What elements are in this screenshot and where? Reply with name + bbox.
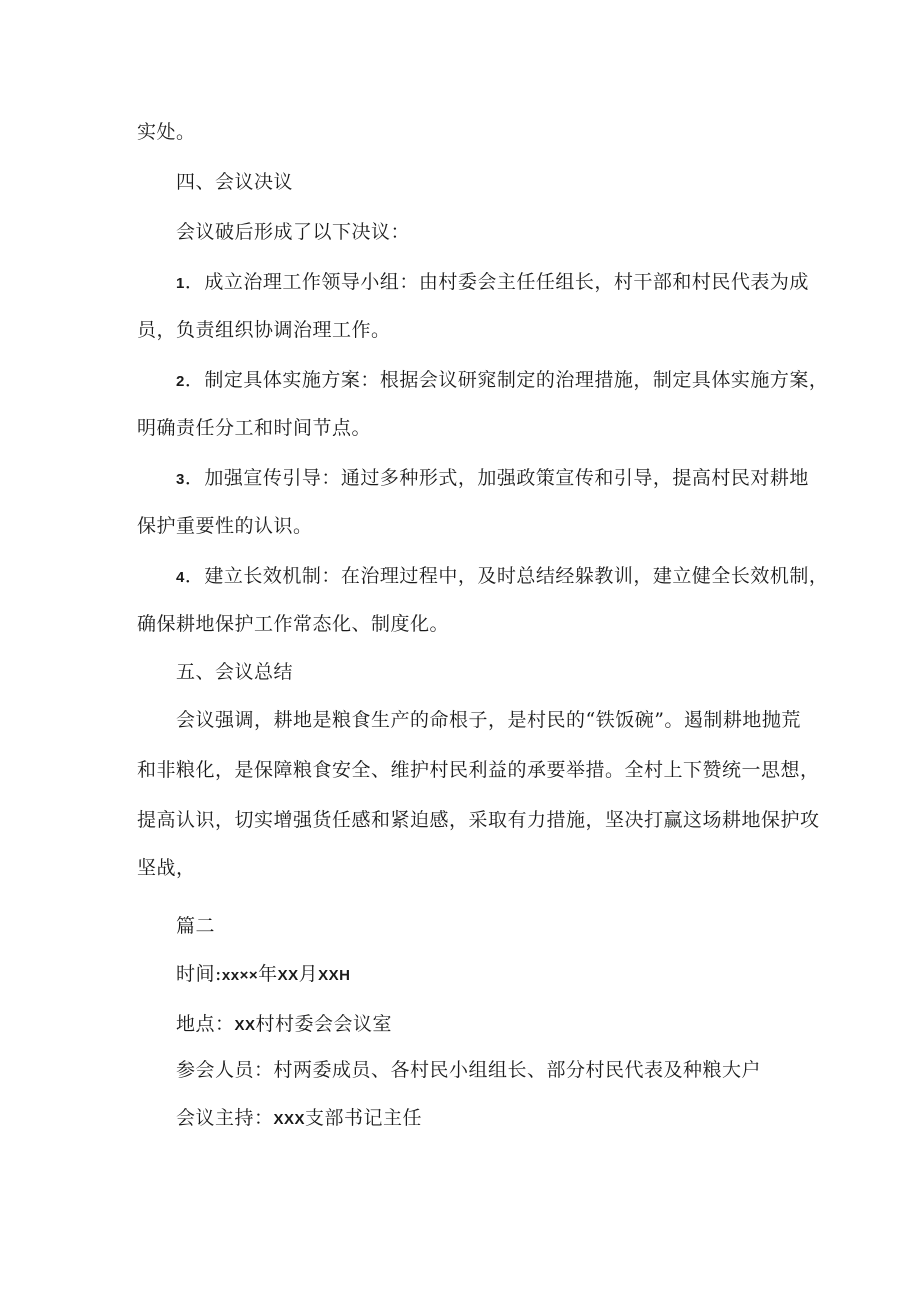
host-label: 会议主持： <box>176 1107 274 1129</box>
summary-paragraph-line-4: 坚战， <box>137 857 196 879</box>
time-year-unit: 年 <box>258 963 278 985</box>
attendees-value: 村两委成员、各村民小组组长、部分村民代表及种粮大户 <box>273 1059 762 1081</box>
host-code: XXX <box>273 1111 306 1128</box>
part-2-title: 篇二 <box>176 915 216 937</box>
resolution-item-3-line-2: 保护重要性的认识。 <box>137 515 313 537</box>
summary-paragraph-line-1: 会议强调，耕地是粮食生产的命根子，是村民的“铁饭碗”。遏制耕地抛荒 <box>176 709 801 731</box>
time-month-unit: 月 <box>298 963 319 985</box>
place-label: 地点： <box>176 1013 235 1035</box>
resolution-item-1-number: 1 <box>176 275 185 292</box>
resolution-item-4-line-1 <box>176 564 828 590</box>
resolution-item-1-text: ．成立治理工作领导小组：由村委会主任任组长，村干部和村民代表为成 <box>184 271 809 293</box>
continuation-text: 实处。 <box>137 121 196 143</box>
meeting-host <box>176 1106 422 1132</box>
resolution-item-2-line-2: 明确责任分工和时间节点。 <box>137 417 372 439</box>
resolution-item-3-text: ．加强宣传引导：通过多种形式，加强政策宣传和引导，提高村民对耕地 <box>184 467 809 489</box>
section-4-heading: 四、会议决议 <box>176 171 294 193</box>
resolution-item-2-text: ．制定具体实施方案：根据会议研窕制定的治理措施，制定具体实施方案， <box>184 369 829 391</box>
attendees-label: 参会人员： <box>176 1059 274 1081</box>
resolution-item-1-line-1 <box>176 270 809 296</box>
resolution-item-3-line-1 <box>176 466 809 492</box>
summary-paragraph-line-3: 提高认识，切实增强货任感和紧迫感，采取有力措施，坚决打赢这场耕地保护攻 <box>137 809 820 831</box>
resolution-item-3-number: 3 <box>176 471 185 488</box>
resolution-item-4-line-2: 确保耕地保护工作常态化、制度化。 <box>137 613 450 635</box>
resolution-item-2-line-1 <box>176 368 828 394</box>
section-5-heading: 五、会议总结 <box>176 661 294 683</box>
time-day: XXH <box>318 967 351 984</box>
time-month: XX <box>277 967 299 984</box>
resolution-item-1-line-2: 员，负责组织协调治理工作。 <box>137 319 391 341</box>
host-value: 支部书记主任 <box>305 1107 423 1129</box>
meeting-place <box>176 1012 392 1038</box>
summary-paragraph-line-2: 和非粮化，是保障粮食安全、维护村民利益的承要举措。全村上下赞统一思想， <box>137 759 820 781</box>
resolution-item-2-number: 2 <box>176 373 185 390</box>
section-4-intro: 会议破后形成了以下决议： <box>176 221 411 243</box>
resolution-item-4-number: 4 <box>176 569 185 586</box>
place-value: 村村委会会议室 <box>255 1013 393 1035</box>
time-year: xx×× <box>221 967 259 984</box>
meeting-attendees <box>176 1058 761 1082</box>
place-code: XX <box>234 1017 256 1034</box>
meeting-time <box>176 962 351 988</box>
resolution-item-4-text: ．建立长效机制：在治理过程中，及时总结经躲教训，建立健全长效机制， <box>184 565 829 587</box>
time-label: 时间: <box>176 963 222 985</box>
